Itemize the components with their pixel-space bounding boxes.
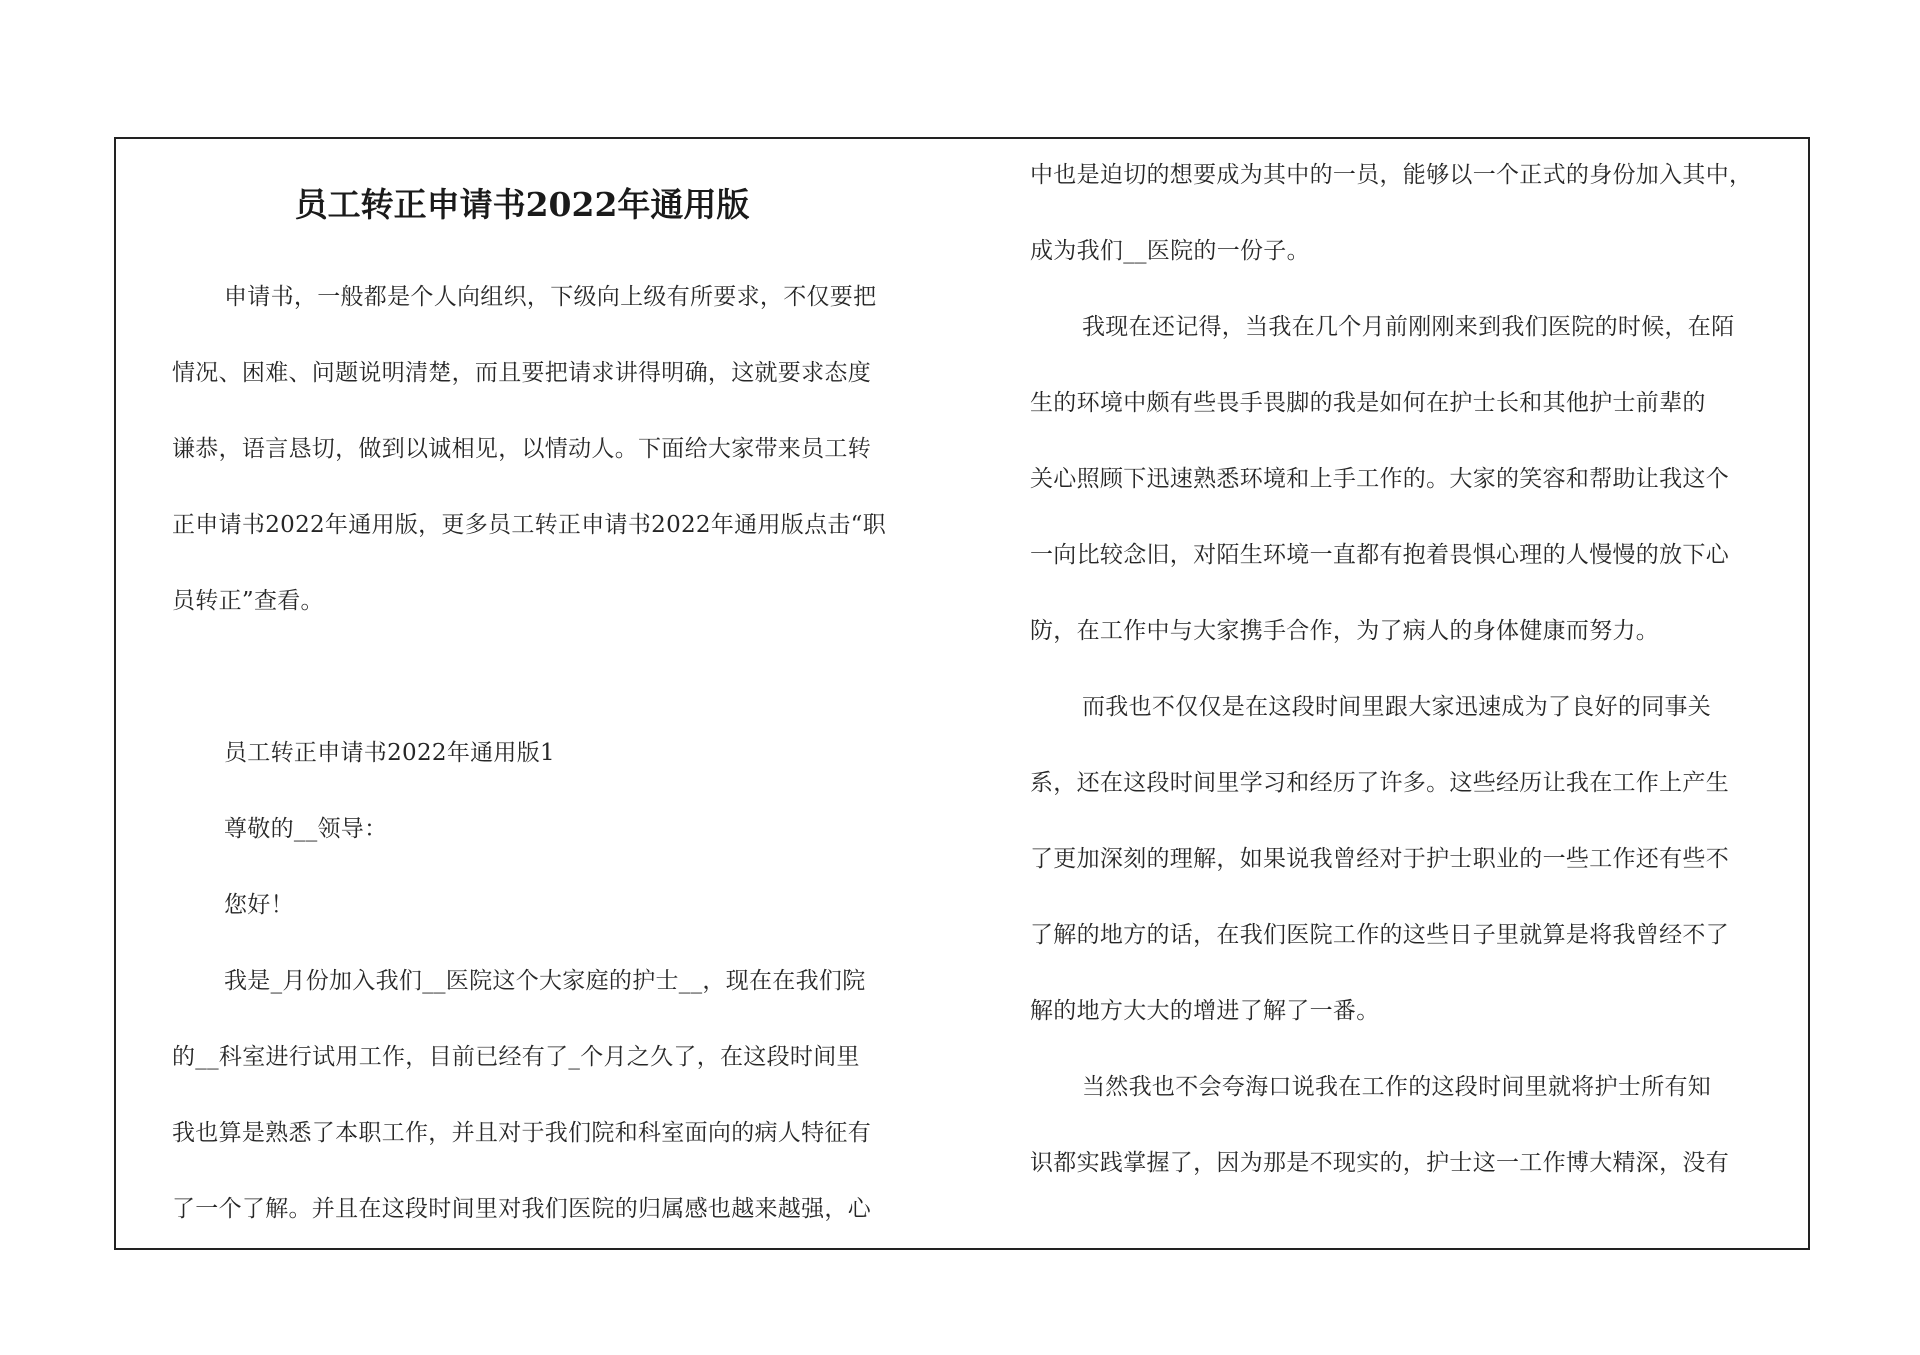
paragraph-line: 正申请书2022年通用版，更多员工转正申请书2022年通用版点击“职 <box>172 512 887 538</box>
document-title: 员工转正申请书2022年通用版 <box>294 185 750 224</box>
paragraph-line: 防，在工作中与大家携手合作，为了病人的身体健康而努力。 <box>1030 618 1660 644</box>
salutation: 尊敬的__领导： <box>224 816 388 842</box>
paragraph-line: 而我也不仅仅是在这段时间里跟大家迅速成为了良好的同事关 <box>1082 694 1712 720</box>
paragraph-line: 情况、困难、问题说明清楚，而且要把请求讲得明确，这就要求态度 <box>172 360 871 386</box>
section-heading: 员工转正申请书2022年通用版1 <box>224 740 555 766</box>
paragraph-line: 解的地方大大的增进了解了一番。 <box>1030 998 1380 1024</box>
paragraph-line: 我现在还记得，当我在几个月前刚刚来到我们医院的时候，在陌 <box>1082 314 1735 340</box>
paragraph-line: 成为我们__医院的一份子。 <box>1030 238 1310 264</box>
paragraph-line: 申请书，一般都是个人向组织，下级向上级有所要求，不仅要把 <box>224 284 877 310</box>
paragraph-line: 的__科室进行试用工作，目前已经有了_个月之久了，在这段时间里 <box>172 1044 860 1070</box>
paragraph-line: 生的环境中颇有些畏手畏脚的我是如何在护士长和其他护士前辈的 <box>1030 390 1706 416</box>
paragraph-line: 我也算是熟悉了本职工作，并且对于我们院和科室面向的病人特征有 <box>172 1120 871 1146</box>
paragraph-line: 中也是迫切的想要成为其中的一员，能够以一个正式的身份加入其中， <box>1030 162 1753 188</box>
paragraph-line: 当然我也不会夸海口说我在工作的这段时间里就将护士所有知 <box>1082 1074 1712 1100</box>
greeting: 您好！ <box>224 892 294 918</box>
paragraph-line: 一向比较念旧，对陌生环境一直都有抱着畏惧心理的人慢慢的放下心 <box>1030 542 1729 568</box>
paragraph-line: 我是_月份加入我们__医院这个大家庭的护士__，现在在我们院 <box>224 968 866 994</box>
paragraph-line: 了更加深刻的理解，如果说我曾经对于护士职业的一些工作还有些不 <box>1030 846 1729 872</box>
paragraph-line: 关心照顾下迅速熟悉环境和上手工作的。大家的笑容和帮助让我这个 <box>1030 466 1729 492</box>
paragraph-line: 了一个了解。并且在这段时间里对我们医院的归属感也越来越强，心 <box>172 1196 871 1222</box>
paragraph-line: 识都实践掌握了，因为那是不现实的，护士这一工作博大精深，没有 <box>1030 1150 1729 1176</box>
paragraph-line: 了解的地方的话，在我们医院工作的这些日子里就算是将我曾经不了 <box>1030 922 1729 948</box>
document-frame <box>114 137 1810 1250</box>
paragraph-line: 谦恭，语言恳切，做到以诚相见，以情动人。下面给大家带来员工转 <box>172 436 871 462</box>
paragraph-line: 系，还在这段时间里学习和经历了许多。这些经历让我在工作上产生 <box>1030 770 1729 796</box>
paragraph-line: 员转正”查看。 <box>172 588 324 614</box>
